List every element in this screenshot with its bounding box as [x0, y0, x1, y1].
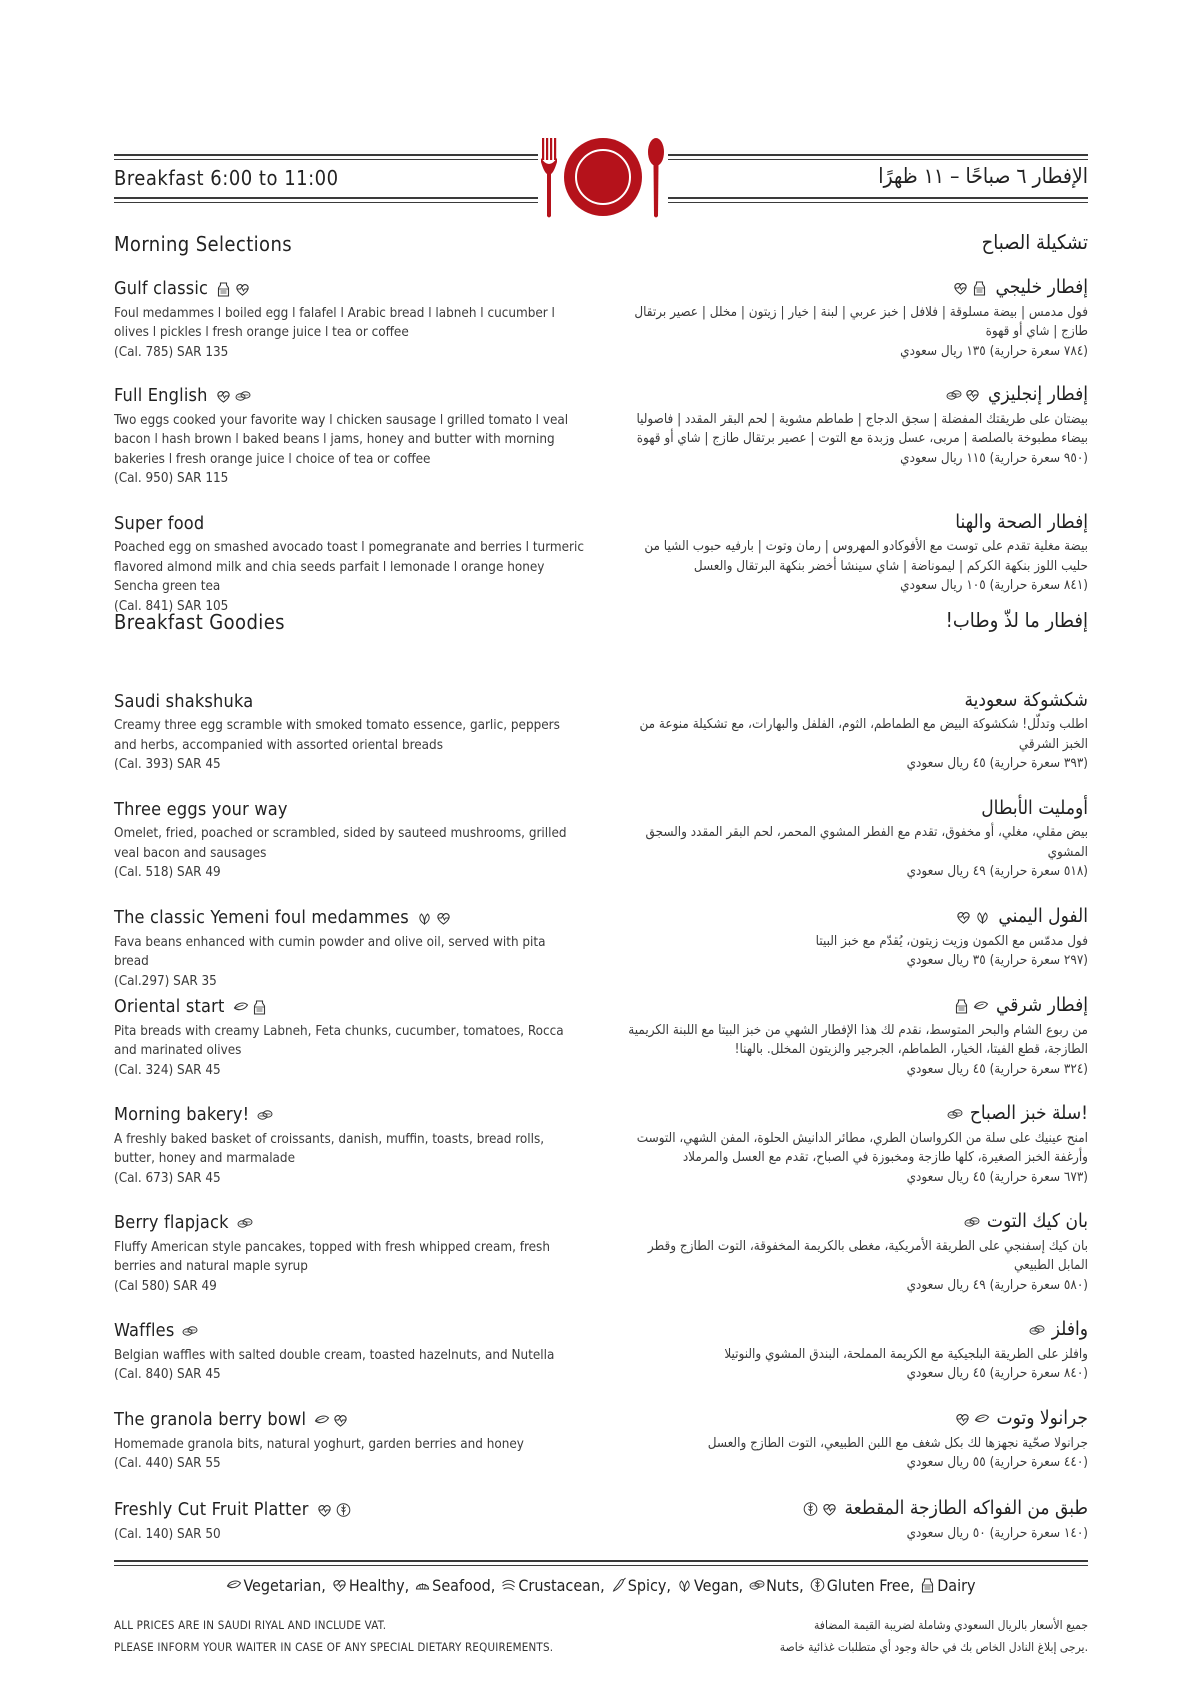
dairy-icon: [919, 1577, 936, 1593]
menu-item: [114, 278, 584, 362]
item-title-ar: الفول اليمني: [998, 905, 1088, 927]
healthy-icon: [332, 1412, 349, 1428]
legend-label: Healthy,: [348, 1576, 410, 1595]
item-price-ar: (١٤٠ سعرة حرارية) ٥٠ ريال سعودي: [906, 1525, 1088, 1541]
item-title: Freshly Cut Fruit Platter: [114, 1499, 309, 1520]
legend-label: Vegetarian,: [243, 1576, 326, 1595]
item-price: (Cal. 840) SAR 45: [114, 1367, 221, 1382]
item-description: Omelet, fried, poached or scrambled, sided by sauteed mushrooms, grilled veal bacon and sausages: [114, 826, 567, 861]
vegan-icon: [974, 909, 991, 925]
item-title: The granola berry bowl: [114, 1409, 307, 1430]
item-title: Gulf classic: [114, 278, 209, 299]
item-title: Oriental start: [114, 996, 225, 1017]
dairy-icon: [215, 281, 232, 297]
item-price-ar: (٢٩٧ سعرة حرارية) ٣٥ ريال سعودي: [906, 953, 1088, 968]
nuts-icon: [234, 388, 251, 404]
legend-label: Gluten Free,: [826, 1576, 915, 1595]
nuts-icon: [236, 1215, 253, 1231]
item-description: Fava beans enhanced with cumin powder and olive oil, served with pita bread: [114, 934, 546, 969]
item-price-ar: (٦٧٣ سعرة حرارية) ٤٥ ريال سعودي: [906, 1169, 1088, 1185]
legend-item: [808, 1576, 914, 1595]
legend-item: [747, 1576, 804, 1595]
item-price: (Cal. 841) SAR 105: [114, 598, 229, 614]
healthy-icon: [331, 1577, 348, 1593]
section-title-ar: إفطار ما لذّ وطاب!: [945, 608, 1088, 632]
healthy-icon: [955, 909, 972, 925]
item-price-ar: (٧٨٤ سعرة حرارية) ١٣٥ ريال سعودي: [900, 343, 1088, 359]
item-title-ar: إفطار الصحة والهنا: [955, 511, 1088, 533]
item-price-ar: (٣٢٤ سعرة حرارية) ٤٥ ريال سعودي: [906, 1061, 1088, 1077]
legend-label: Vegan,: [694, 1576, 744, 1595]
item-price: (Cal.297) SAR 35: [114, 973, 217, 989]
item-title: Waffles: [114, 1320, 175, 1341]
item-price: (Cal. 140) SAR 50: [114, 1526, 221, 1542]
healthy-icon: [215, 388, 232, 404]
menu-item: [114, 1499, 584, 1544]
menu-item: [114, 996, 584, 1080]
vegetarian-icon: [973, 1411, 990, 1427]
item-price: (Cal. 950) SAR 115: [114, 471, 229, 486]
item-title-ar: جرانولا وتوت: [996, 1407, 1088, 1429]
healthy-icon: [234, 281, 251, 297]
item-description: Pita breads with creamy Labneh, Feta chunks, cucumber, tomatoes, Rocca and marinated olives: [114, 1023, 564, 1058]
menu-title-en: Breakfast 6:00 to 11:00: [114, 166, 339, 190]
menu-item-ar: [618, 1210, 1088, 1295]
item-description-ar: من ربوع الشام والبحر المتوسط، نقدم لك هذا الإفطار الشهي من خبز البيتا مع اللبنة الكريمية الطازجة، قطع الفيتا، الخيار، الطماطم، الجرجير والزيتون المخلل. بالهنا!: [628, 1022, 1088, 1057]
vegetarian-icon: [232, 999, 249, 1015]
legend-item: [918, 1576, 975, 1595]
vegan-icon: [416, 910, 433, 926]
vegetarian-icon: [972, 998, 989, 1014]
item-description-ar: فول مدمّس مع الكمون وزيت زيتون، يُقدّم مع خبز البيتا: [815, 933, 1088, 949]
item-description-ar: بيضتان على طريقتك المفضلة | سجق الدجاج | طماطم مشوية | لحم البقر المقدد | فاصوليا بيضاء مطبوخة بالصلصة | مربى، عسل وزبدة مع التوت | عصير برتقال طازج | شاي أو قهوة: [636, 411, 1088, 446]
menu-item: [114, 799, 584, 883]
menu-item: [114, 385, 584, 489]
item-description: Foul medammes l boiled egg l falafel l Arabic bread l labneh l cucumber l olives l pickles l fresh orange juice l tea or coffee: [114, 305, 555, 340]
item-description: Fluffy American style pancakes, topped with fresh whipped cream, fresh berries and natural maple syrup: [114, 1239, 550, 1274]
item-title: The classic Yemeni foul medammes: [114, 907, 409, 928]
menu-item-ar: [618, 797, 1088, 882]
item-price: (Cal. 673) SAR 45: [114, 1170, 221, 1186]
item-price-ar: (٥١٨ سعرة حرارية) ٤٩ ريال سعودي: [906, 864, 1088, 879]
footer-notes-ar: [780, 1614, 1088, 1658]
item-title: Morning bakery!: [114, 1104, 250, 1125]
item-title-ar: !سلة خبز الصباح: [969, 1102, 1088, 1124]
menu-item-ar: [618, 994, 1088, 1079]
legend-label: Seafood,: [432, 1576, 496, 1595]
item-price: (Cal 580) SAR 49: [114, 1278, 217, 1294]
seafood-icon: [414, 1577, 431, 1593]
nuts-icon: [945, 387, 962, 403]
legend-item: [499, 1576, 604, 1595]
nuts-icon: [256, 1107, 273, 1123]
dairy-icon: [971, 280, 988, 296]
healthy-icon: [821, 1501, 838, 1517]
item-title: Three eggs your way: [114, 799, 288, 820]
item-price-ar: (٤٤٠ سعرة حرارية) ٥٥ ريال سعودي: [906, 1455, 1088, 1470]
footer-dietary-note-ar: .يرجى إبلاغ النادل الخاص بك في حالة وجود أي متطلبات غذائية خاصة: [779, 1640, 1088, 1654]
nuts-icon: [1028, 1322, 1045, 1338]
item-title-ar: إفطار إنجليزي: [987, 383, 1088, 405]
gluten-free-icon: [809, 1577, 826, 1593]
item-description-ar: فول مدمس | بيضة مسلوقة | فلافل | خبز عربي | لبنة | خيار | زيتون | مخلل | عصير برتقال طازج | شاي أو قهوة: [634, 304, 1088, 339]
nuts-icon: [181, 1323, 198, 1339]
section-title-ar: تشكيلة الصباح: [981, 230, 1088, 254]
item-price: (Cal. 785) SAR 135: [114, 344, 229, 360]
item-title: Full English: [114, 385, 208, 406]
healthy-icon: [952, 280, 969, 296]
item-price: (Cal. 440) SAR 55: [114, 1456, 221, 1471]
item-description: Belgian waffles with salted double cream, toasted hazelnuts, and Nutella: [114, 1347, 555, 1363]
menu-item-ar: [618, 1102, 1088, 1187]
footer-vat-note: ALL PRICES ARE IN SAUDI RIYAL AND INCLUDE VAT.: [114, 1618, 387, 1632]
menu-item-ar: [618, 276, 1088, 361]
dietary-legend: [0, 1576, 1200, 1595]
menu-item-ar: [618, 1407, 1088, 1473]
vegan-icon: [676, 1577, 693, 1593]
item-title-ar: شكشوكة سعودية: [964, 689, 1088, 711]
menu-item: [114, 1104, 584, 1188]
legend-label: Spicy,: [627, 1576, 671, 1595]
healthy-icon: [316, 1502, 333, 1518]
vegetarian-icon: [313, 1412, 330, 1428]
item-title: Berry flapjack: [114, 1212, 229, 1233]
item-description-ar: امنح عينيك على سلة من الكرواسان الطري، مطائر الدانيش الحلوة، المفن الشهي، التوست وأرغفة الخبز الصغيرة، كلها طازجة ومخبوزة في الصباح، تقدم مع العسل والمرملاد: [636, 1130, 1088, 1165]
healthy-icon: [964, 387, 981, 403]
footer-notes-en: [114, 1614, 553, 1658]
dairy-icon: [251, 999, 268, 1015]
menu-title-ar: الإفطار ٦ صباحًا – ١١ ظهرًا: [878, 164, 1088, 188]
legend-item: [330, 1576, 409, 1595]
legend-item: [675, 1576, 743, 1595]
item-title: Saudi shakshuka: [114, 691, 254, 712]
footer-rule-thin: [114, 1565, 1088, 1566]
vegetarian-icon: [225, 1577, 242, 1593]
item-description-ar: جرانولا صحّية نجهزها لك بكل شغف مع اللبن الطبيعي، التوت الطازج والعسل: [707, 1435, 1088, 1451]
item-description: Poached egg on smashed avocado toast l pomegranate and berries l turmeric flavored almond milk and chia seeds parfait l lemonade l orange honey Sencha green tea: [114, 540, 584, 594]
item-price: (Cal. 518) SAR 49: [114, 865, 221, 880]
legend-label: Dairy: [937, 1576, 976, 1595]
item-price-ar: (٥٨٠ سعرة حرارية) ٤٩ ريال سعودي: [906, 1277, 1088, 1293]
menu-item-ar: [618, 1497, 1088, 1543]
item-title-ar: إفطار شرقي: [995, 994, 1088, 1016]
item-description-ar: بيضة مغلية تقدم على توست مع الأفوكادو المهروس | رمان وتوت | بارفيه حبوب الشيا من حليب اللوز بنكهة الكركم | ليموناضة | شاي سينشا أخضر بنكهة البرتقال والعسل: [644, 539, 1088, 574]
item-title: Super food: [114, 513, 205, 534]
item-price-ar: (٩٥٠ سعرة حرارية) ١١٥ ريال سعودي: [900, 450, 1088, 466]
menu-item-ar: [618, 689, 1088, 774]
item-description-ar: بيض مقلي، مغلي، أو مخفوق، تقدم مع الفطر المشوي المحمر، لحم البقر المقدد والسجق المشوي: [645, 825, 1088, 860]
menu-item: [114, 907, 584, 991]
item-description: Two eggs cooked your favorite way l chicken sausage l grilled tomato l veal bacon l hash brown l baked beans l jams, honey and butter with morning bakeries l fresh orange juice l choice of tea or coffee: [114, 412, 569, 467]
healthy-icon: [954, 1411, 971, 1427]
item-title-ar: بان كيك التوت: [986, 1210, 1088, 1232]
menu-item: [114, 1320, 584, 1385]
nuts-icon: [748, 1577, 765, 1593]
nuts-icon: [963, 1214, 980, 1230]
item-description-ar: بان كيك إسفنجي على الطريقة الأمريكية، مغطى بالكريمة المخفوقة، التوت الطازج وقطر المابل الطبيعي: [647, 1238, 1088, 1273]
item-title-ar: إفطار خليجي: [995, 276, 1088, 298]
item-description-ar: وافلز على الطريقة البلجيكية مع الكريمة المملحة، البندق المشوي والنوتيلا: [724, 1346, 1088, 1362]
legend-item: [413, 1576, 495, 1595]
healthy-icon: [435, 910, 452, 926]
legend-item: [224, 1576, 325, 1595]
item-price: (Cal. 324) SAR 45: [114, 1062, 221, 1078]
nuts-icon: [946, 1106, 963, 1122]
section-title-en: Breakfast Goodies: [114, 610, 285, 634]
item-description: A freshly baked basket of croissants, danish, muffin, toasts, bread rolls, butter, honey and marmalade: [114, 1131, 545, 1166]
menu-item-ar: [618, 383, 1088, 468]
item-title-ar: وافلز: [1051, 1318, 1088, 1340]
gluten-free-icon: [802, 1501, 819, 1517]
item-description-ar: اطلب وتدلّل! شكشوكة البيض مع الطماطم، الثوم، الفلفل والبهارات، مع تشكيلة منوعة من الخبز الشرقي: [639, 717, 1088, 752]
item-title-ar: طبق من الفواكه الطازجة المقطعة: [844, 1497, 1088, 1519]
legend-label: Crustacean,: [518, 1576, 605, 1595]
menu-item: [114, 513, 584, 616]
item-price-ar: (٣٩٣ سعرة حرارية) ٤٥ ريال سعودي: [906, 756, 1088, 771]
legend-item: [609, 1576, 671, 1595]
section-title-en: Morning Selections: [114, 232, 293, 256]
menu-item-ar: [618, 511, 1088, 596]
menu-item-ar: [618, 905, 1088, 971]
spicy-icon: [610, 1577, 627, 1593]
item-description: Homemade granola bits, natural yoghurt, garden berries and honey: [114, 1436, 524, 1452]
item-price-ar: (٨٤١ سعرة حرارية) ١٠٥ ريال سعودي: [900, 578, 1088, 593]
dairy-icon: [953, 998, 970, 1014]
plate-fork-spoon-icon: [538, 134, 668, 220]
legend-label: Nuts,: [766, 1576, 804, 1595]
item-price-ar: (٨٤٠ سعرة حرارية) ٤٥ ريال سعودي: [906, 1366, 1088, 1381]
gluten-free-icon: [335, 1502, 352, 1518]
crustacean-icon: [500, 1577, 517, 1593]
item-title-ar: أومليت الأبطال: [981, 797, 1088, 819]
menu-item: [114, 1409, 584, 1474]
item-price: (Cal. 393) SAR 45: [114, 757, 221, 772]
footer-rule: [114, 1560, 1088, 1562]
menu-item-ar: [618, 1318, 1088, 1384]
footer-vat-note-ar: جميع الأسعار بالريال السعودي وشاملة لضريبة القيمة المضافة: [814, 1618, 1088, 1632]
menu-item: [114, 1212, 584, 1296]
menu-item: [114, 691, 584, 775]
footer-dietary-note: PLEASE INFORM YOUR WAITER IN CASE OF ANY SPECIAL DIETARY REQUIREMENTS.: [114, 1640, 554, 1654]
item-description: Creamy three egg scramble with smoked tomato essence, garlic, peppers and herbs, accompanied with assorted oriental breads: [114, 718, 560, 753]
